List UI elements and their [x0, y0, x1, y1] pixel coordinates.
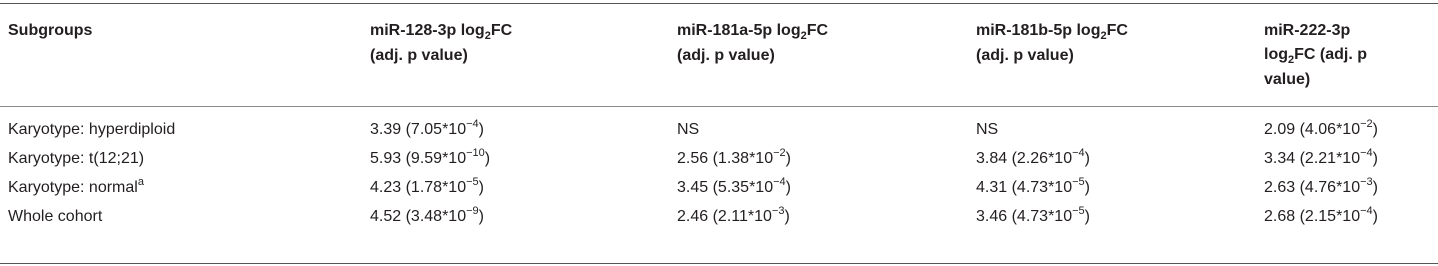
- adj-p-value: 9.59*10: [410, 150, 467, 167]
- p-value-exponent: −3: [1360, 176, 1373, 188]
- p-value-exponent: −4: [1072, 147, 1085, 159]
- value-cell: 4.31 $(4.73*10^{-5})$: [976, 176, 1090, 196]
- value-cell: 3.39 $(7.05*10^{-4})$: [370, 118, 484, 138]
- adj-p-value: 1.78*10: [410, 179, 467, 196]
- adj-p-value: 2.21*10: [1304, 150, 1361, 167]
- header-divider-rule: [0, 106, 1438, 107]
- p-value-exponent: −5: [466, 176, 479, 188]
- subgroup-label: Karyotype: hyperdiploid: [8, 121, 176, 138]
- log2fc-value: 2.56: [677, 150, 709, 167]
- p-value-exponent: −5: [1072, 176, 1085, 188]
- p-value-exponent: −5: [1072, 205, 1085, 217]
- log2fc-value: 2.68: [1264, 208, 1296, 225]
- header-subgroups: [8, 19, 92, 43]
- header-line: miR-222-3p: [1264, 22, 1351, 39]
- adj-p-value: 3.48*10: [410, 208, 467, 225]
- p-value-exponent: −2: [773, 147, 786, 159]
- adj-p-value: 2.11*10: [717, 208, 772, 225]
- adj-p-value: 4.73*10: [1016, 208, 1073, 225]
- p-value-exponent: −4: [466, 118, 479, 130]
- value-cell: 3.46 $(4.73*10^{-5})$: [976, 205, 1090, 225]
- header-line: miR-181b-5p $\log_2FC$: [976, 22, 1128, 42]
- subgroup-label: Karyotype: t(12;21): [8, 150, 145, 167]
- p-value-exponent: −4: [773, 176, 786, 188]
- p-value-exponent: −4: [1360, 147, 1373, 159]
- p-value-exponent: −10: [466, 147, 485, 159]
- log2fc-value: 4.31: [976, 179, 1008, 196]
- adj-p-value: 2.15*10: [1304, 208, 1361, 225]
- header-line: miR-181a-5p $\log_2FC$: [677, 22, 829, 42]
- header-mir-222-3p: [1264, 19, 1367, 92]
- log2fc-value: 4.23: [370, 179, 402, 196]
- log2fc-value: 3.39: [370, 121, 402, 138]
- p-value-exponent: −2: [1360, 118, 1373, 130]
- value-cell: 2.09 $(4.06*10^{-2})$: [1264, 118, 1378, 138]
- value-cell: 2.68 $(2.15*10^{-4})$: [1264, 205, 1378, 225]
- table-top-rule: [0, 3, 1438, 4]
- subgroup-cell: [8, 173, 144, 204]
- header-line: Subgroups: [8, 22, 93, 39]
- value-cell: 2.46 $(2.11*10^{-3})$: [677, 205, 790, 225]
- log2fc-value: 2.09: [1264, 121, 1296, 138]
- header-line: (adj. p value): [370, 47, 468, 64]
- table-bottom-rule: [0, 263, 1438, 264]
- adj-p-value: 4.73*10: [1016, 179, 1073, 196]
- header-mir-181a-5p: [677, 19, 828, 68]
- table-row: [0, 115, 1438, 145]
- adj-p-value: 1.38*10: [717, 150, 774, 167]
- subgroup-cell: [8, 115, 175, 145]
- value-cell: 3.45 $(5.35*10^{-4})$: [677, 176, 791, 196]
- subgroup-label: Whole cohort: [8, 208, 103, 225]
- p-value-exponent: −3: [771, 205, 785, 217]
- adj-p-value: 7.05*10: [410, 121, 467, 138]
- log2fc-value: NS: [976, 121, 999, 138]
- header-line: $\log_2FC$ (adj. p: [1264, 46, 1368, 66]
- header-line: (adj. p value): [976, 47, 1074, 64]
- log2fc-value: 3.84: [976, 150, 1008, 167]
- log2fc-value: 3.34: [1264, 150, 1296, 167]
- log2fc-value: 2.63: [1264, 179, 1296, 196]
- adj-p-value: 4.06*10: [1304, 121, 1361, 138]
- adj-p-value: 4.76*10: [1304, 179, 1361, 196]
- table-row: [0, 144, 1438, 174]
- value-cell: [677, 115, 699, 145]
- table-row: [0, 202, 1438, 232]
- value-cell: 4.23 $(1.78*10^{-5})$: [370, 176, 484, 196]
- value-cell: 4.52 $(3.48*10^{-9})$: [370, 205, 484, 225]
- log2fc-value: 3.45: [677, 179, 709, 196]
- value-cell: [976, 115, 998, 145]
- log2fc-value: 5.93: [370, 150, 402, 167]
- subgroup-cell: [8, 144, 144, 174]
- adj-p-value: 5.35*10: [717, 179, 774, 196]
- value-cell: 5.93 $(9.59*10^{-10})$: [370, 147, 491, 167]
- subgroup-label: Karyotype: normal: [8, 179, 138, 196]
- log2fc-value: 2.46: [677, 208, 709, 225]
- header-line: value): [1264, 71, 1311, 88]
- header-line: miR-128-3p $\log_2FC$: [370, 22, 513, 42]
- adj-p-value: 2.26*10: [1016, 150, 1073, 167]
- table-row: [0, 173, 1438, 203]
- value-cell: 2.56 $(1.38*10^{-2})$: [677, 147, 791, 167]
- log2fc-value: NS: [677, 121, 700, 138]
- value-cell: 3.84 $(2.26*10^{-4})$: [976, 147, 1090, 167]
- subgroup-cell: [8, 202, 102, 232]
- header-mir-181b-5p: [976, 19, 1128, 68]
- footnote-marker: a: [137, 176, 144, 188]
- value-cell: 2.63 $(4.76*10^{-3})$: [1264, 176, 1378, 196]
- header-line: (adj. p value): [677, 47, 775, 64]
- log2fc-value: 4.52: [370, 208, 402, 225]
- value-cell: 3.34 $(2.21*10^{-4})$: [1264, 147, 1378, 167]
- p-value-exponent: −4: [1360, 205, 1373, 217]
- p-value-exponent: −9: [466, 205, 479, 217]
- log2fc-value: 3.46: [976, 208, 1008, 225]
- header-mir-128-3p: [370, 19, 512, 68]
